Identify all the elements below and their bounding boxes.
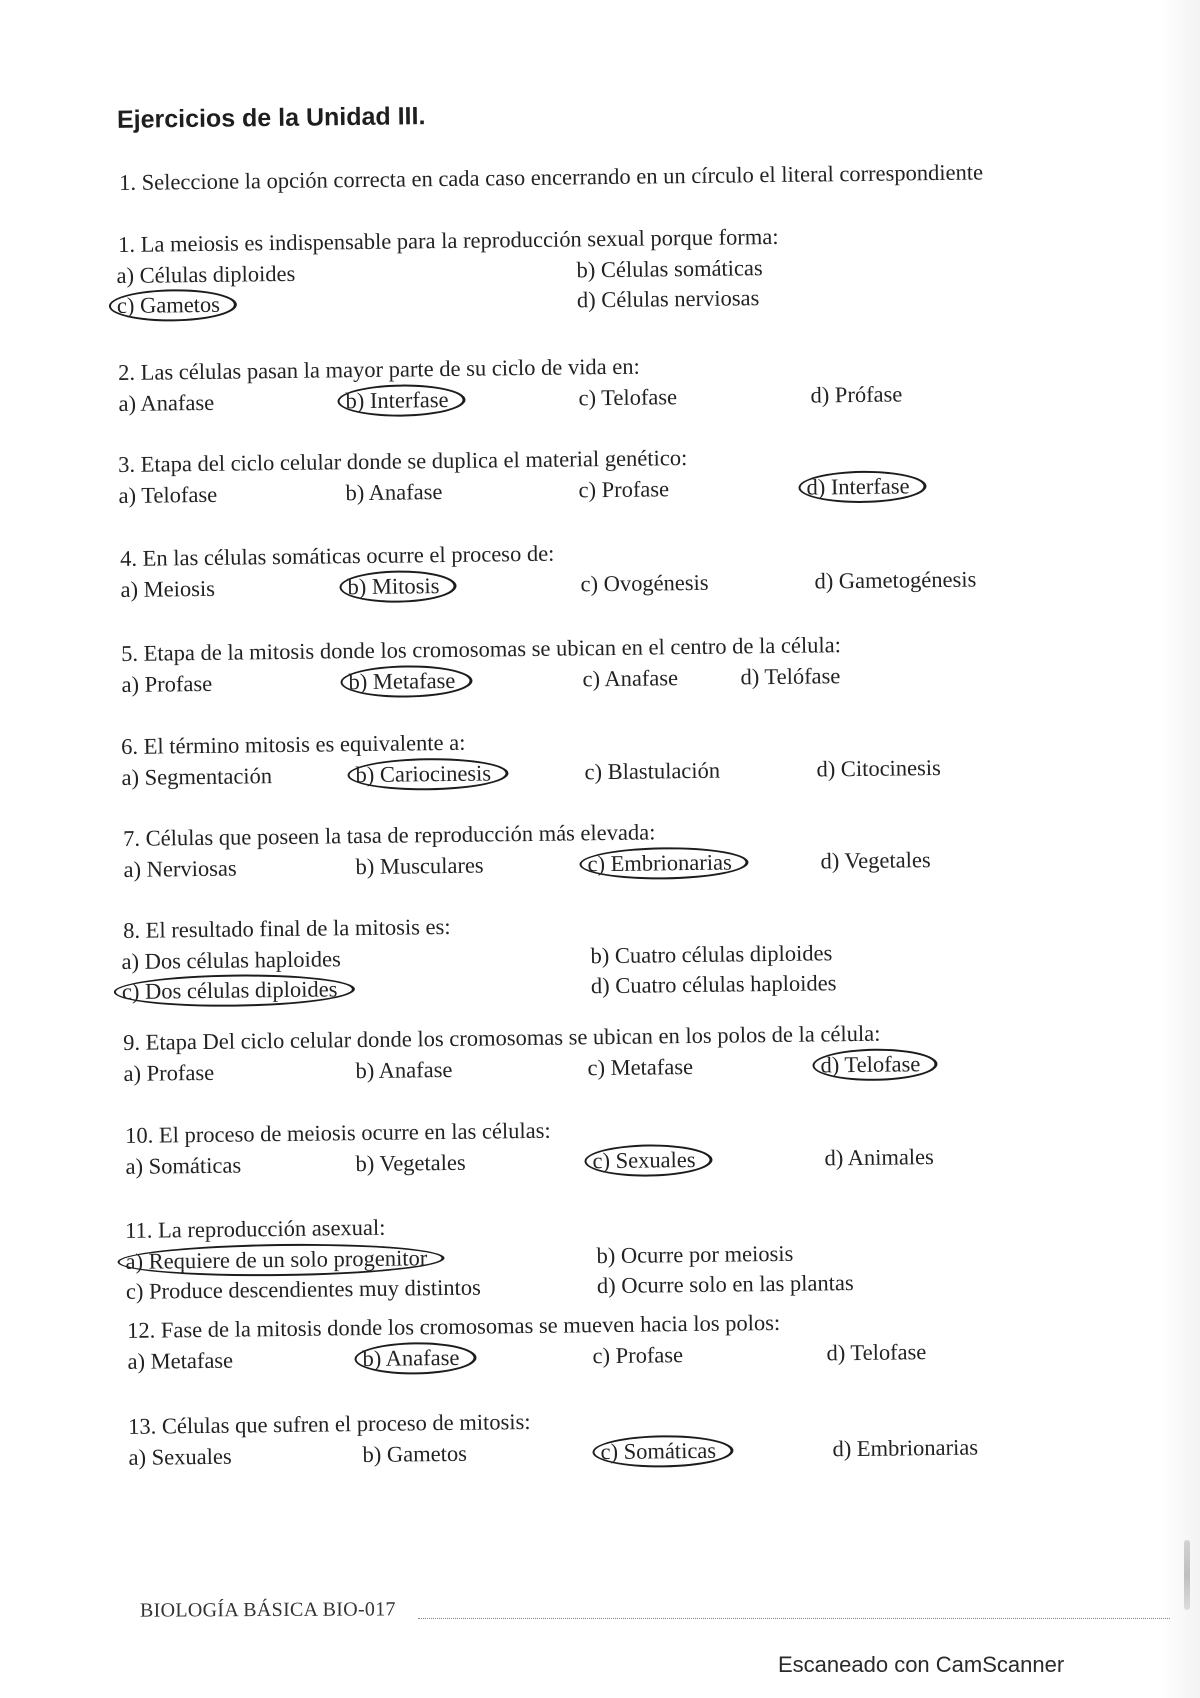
footer-course-label: BIOLOGÍA BÁSICA BIO-017 (139, 1598, 396, 1622)
question-1 (0, 219, 1200, 319)
question-stem: 12. Fase de la mitosis donde los cromosomas se mueven hacia los polos: (126, 1309, 781, 1343)
option-c[interactable]: c) Ovogénesis (580, 569, 709, 597)
option-c-circled[interactable]: c) Dos células diploides (114, 973, 355, 1008)
option-c[interactable]: c) Anafase (582, 665, 679, 692)
question-stem: 2. Las células pasan la mayor parte de su ciclo de vida en: (118, 353, 640, 386)
option-d[interactable]: d) Telofase (826, 1339, 927, 1366)
question-10 (0, 1110, 1200, 1179)
scan-edge-mark (1184, 1540, 1190, 1610)
question-stem: 10. El proceso de meiosis ocurre en las células: (124, 1117, 551, 1148)
option-b[interactable]: b) Vegetales (355, 1149, 466, 1177)
option-c-circled[interactable]: c) Somáticas (592, 1435, 733, 1469)
option-d-circled[interactable]: d) Telofase (812, 1048, 937, 1082)
question-2 (0, 347, 1200, 417)
option-d[interactable]: d) Ocurre solo en las plantas (596, 1270, 854, 1299)
question-stem: 3. Etapa del ciclo celular donde se duplica el material genético: (118, 445, 688, 478)
question-9 (0, 1017, 1200, 1086)
option-a[interactable]: a) Metafase (127, 1347, 234, 1374)
page-edge-shade (1160, 0, 1200, 1698)
question-stem: 11. La reproducción asexual: (124, 1214, 386, 1243)
option-b[interactable]: b) Anafase (345, 479, 443, 506)
option-b[interactable]: b) Anafase (355, 1056, 453, 1084)
option-d-circled[interactable]: d) Interfase (798, 470, 926, 504)
option-b[interactable]: b) Células somáticas (576, 255, 763, 283)
option-c[interactable]: c) Telofase (578, 384, 678, 411)
option-b[interactable]: b) Cuatro células diploides (590, 940, 833, 969)
option-c[interactable]: c) Produce descendientes muy distintos (125, 1274, 481, 1304)
option-b-circled[interactable]: b) Mitosis (339, 570, 456, 603)
question-6 (0, 721, 1200, 790)
option-d[interactable]: d) Cuatro células haploides (590, 970, 837, 999)
option-d[interactable]: d) Embrionarias (832, 1434, 979, 1462)
option-a[interactable]: a) Profase (123, 1059, 215, 1086)
option-c[interactable]: c) Blastulación (584, 757, 721, 785)
question-stem: 8. El resultado final de la mitosis es: (122, 913, 451, 943)
option-a[interactable]: a) Sexuales (128, 1443, 232, 1470)
question-11 (0, 1205, 1200, 1304)
option-a[interactable]: a) Profase (121, 670, 213, 697)
question-3 (0, 439, 1200, 509)
scanner-watermark: Escaneado con CamScanner (778, 1652, 1065, 1677)
instruction-text: 1. Seleccione la opción correcta en cada caso encerrando en un círculo el literal correspondiente (119, 159, 984, 195)
question-stem: 9. Etapa Del ciclo celular donde los cromosomas se ubican en los polos de la célula: (122, 1020, 881, 1055)
option-a[interactable]: a) Segmentación (121, 763, 273, 790)
page-title: Ejercicios de la Unidad III. (116, 102, 426, 134)
option-b[interactable]: b) Musculares (355, 852, 484, 880)
option-b-circled[interactable]: b) Interfase (337, 384, 465, 418)
option-a[interactable]: a) Células diploides (116, 260, 296, 289)
question-4 (0, 533, 1200, 602)
option-a[interactable]: a) Telofase (118, 481, 218, 509)
option-d[interactable]: d) Gametogénesis (814, 566, 977, 594)
question-stem: 5. Etapa de la mitosis donde los cromosomas se ubican en el centro de la célula: (120, 632, 842, 666)
option-a[interactable]: a) Somáticas (125, 1152, 242, 1179)
question-13 (0, 1401, 1200, 1470)
option-c[interactable]: c) Metafase (587, 1054, 694, 1081)
option-a[interactable]: a) Meiosis (120, 575, 216, 602)
question-stem: 13. Células que sufren el proceso de mitosis: (127, 1408, 531, 1439)
question-8 (0, 905, 1200, 1004)
option-b-circled[interactable]: b) Cariocinesis (347, 757, 508, 791)
option-b-circled[interactable]: b) Anafase (354, 1342, 476, 1375)
footer-dotted-rule (418, 1618, 1170, 1619)
option-c-circled[interactable]: c) Sexuales (584, 1144, 712, 1178)
option-c[interactable]: c) Profase (578, 476, 670, 503)
option-d[interactable]: d) Vegetales (820, 847, 931, 874)
option-b-circled[interactable]: b) Metafase (340, 665, 472, 699)
question-stem: 6. El término mitosis es equivalente a: (120, 729, 466, 759)
option-c-circled[interactable]: c) Gametos (109, 289, 237, 323)
option-a[interactable]: a) Dos células haploides (121, 946, 341, 974)
question-7 (0, 813, 1200, 882)
option-d[interactable]: d) Telófase (740, 663, 841, 690)
option-d[interactable]: d) Prófase (810, 381, 903, 408)
option-a[interactable]: a) Nerviosas (123, 855, 237, 882)
option-a-circled[interactable]: a) Requiere de un solo progenitor (117, 1242, 444, 1278)
option-b[interactable]: b) Ocurre por meiosis (596, 1240, 794, 1269)
question-stem: 4. En las células somáticas ocurre el proceso de: (120, 540, 555, 571)
option-b[interactable]: b) Gametos (362, 1440, 468, 1468)
option-d[interactable]: d) Células nerviosas (576, 285, 760, 313)
option-d[interactable]: d) Citocinesis (816, 754, 941, 782)
option-a[interactable]: a) Anafase (118, 389, 215, 417)
question-12 (0, 1305, 1200, 1374)
question-stem: 1. La meiosis es indispensable para la reproducción sexual porque forma: (118, 223, 779, 258)
option-c-circled[interactable]: c) Embrionarias (579, 846, 749, 880)
question-stem: 7. Células que poseen la tasa de reproducción más elevada: (122, 819, 656, 851)
option-d[interactable]: d) Animales (824, 1144, 934, 1171)
question-5 (0, 628, 1200, 697)
option-c[interactable]: c) Profase (592, 1342, 684, 1369)
